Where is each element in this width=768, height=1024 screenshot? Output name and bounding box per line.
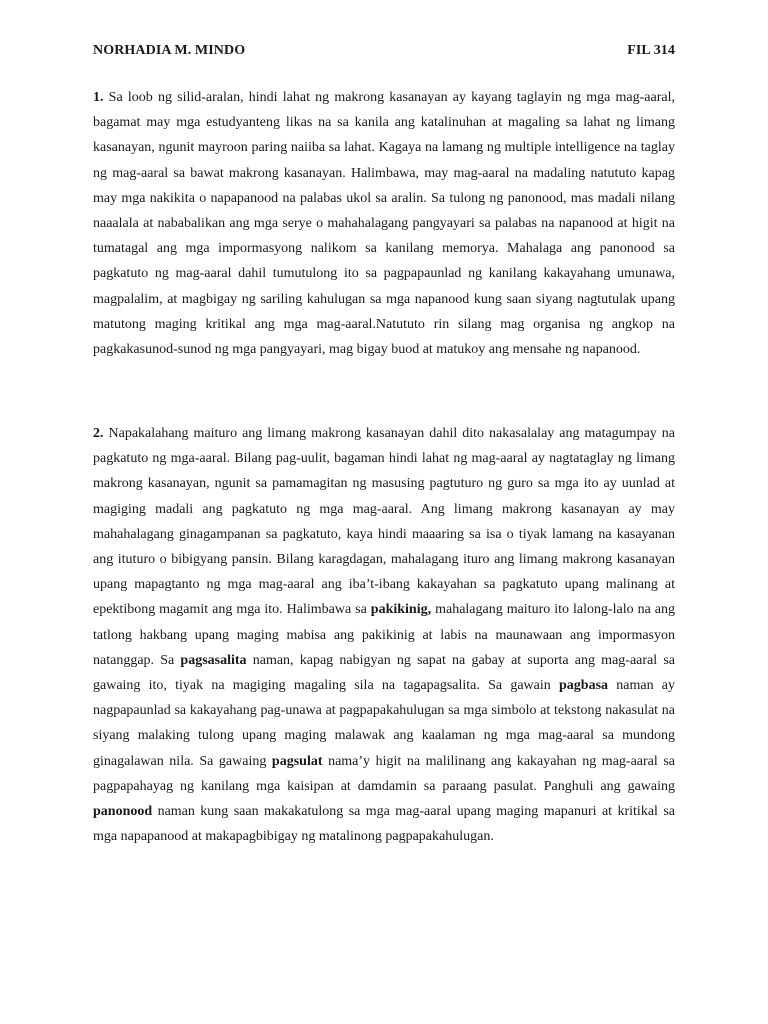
term-panonood: panonood [93, 804, 153, 820]
paragraph-text: naman, kapag nabigyan ng sapat na gabay at suporta ang mag-aaral sa gawaing ito, tiyak na magiging magaling sila na tagapagsalita. Sa gawain [93, 652, 675, 694]
paragraph-text: naman ay nagpapaunlad sa kakayahang pag-unawa at pagpapakahulugan sa mga simbolo at tekstong nakasulat na siyang malaking tulong upang maging malawak ang kaalaman ng mga mag-aaral sa mundong ginagalawan nila. Sa gawaing [93, 678, 676, 769]
term-pagsasalita: pagsasalita [180, 652, 247, 668]
page-header [93, 43, 675, 63]
term-pagbasa: pagbasa [559, 678, 609, 694]
paragraph-number: 2. [93, 426, 104, 441]
paragraph-text: naman kung saan makakatulong sa mga mag-aaral upang maging mapanuri at kritikal sa mga napapanood at makapagbibigay ng matalinong pagpapakahulugan. [93, 804, 675, 845]
paragraph-text: Sa loob ng silid-aralan, hindi lahat ng makrong kasanayan ay kayang taglayin ng mga mag-aaral, bagamat may mga estudyanteng likas na sa kanila ang katalinuhan at magaling sa lahat ng limang kasanayan, ngunit mayroon paring naiiba sa lahat. Kagaya na lamang ng multiple intelligence na taglay ng mag-aaral sa bawat makrong kasanayan. Halimbawa, may mag-aaral na madaling natututo kapag may mga nakikita o napapanood na palabas ukol sa aralin. Sa tulong ng panonood, mas madali nilang naaalala at nababalikan ang mga serye o mahahalagang pangyayari sa palabas na napanood at higit na tumatagal ang mga impormasyong nalikom sa kanilang memorya. Mahalaga ang panonood sa pagkatuto ng mag-aaral dahil tumutulong ito sa pagpapaunlad ng kanilang kakayahang umunawa, magpalalim, at magbigay ng sariling kahulugan sa mga napanood kung saan siyang nagtutulak upang matutong maging kritikal ang mga mag-aaral.Natututo rin silang mag organisa ng angkop na pagkakasunod-sunod ng mga pangyayari, mag bigay buod at matukoy ang mensahe ng napanood. [93, 90, 675, 358]
paragraph-text: Napakalahang maituro ang limang makrong kasanayan dahil dito nakasalalay ang matagumpay na pagkatuto ng mga-aaral. Bilang pag-uulit, bagaman hindi lahat ng mag-aaral ay nagtataglay ng limang makrong kasanayan, ngunit sa pamamagitan ng masusing pagtuturo ng guro sa mga ito ay uunlad at magiging madali ang pagkatuto ng mga mag-aaral. Ang limang makrong kasanayan ay may mahahalagang ginagampanan sa pagkatuto, kaya hindi maaaring sa isa o tiyak lamang na kasayanan ang ituturo o bibigyang pansin. Bilang karagdagan, mahalagang ituro ang limang makrong kasanayan upang mapagtanto ng mga mag-aaral ang iba’t-ibang kakayahan sa pagkatuto upang malinang at epektibong magamit ang mga ito. Halimbawa sa [93, 426, 675, 618]
term-pagsulat: pagsulat [271, 753, 323, 769]
paragraph-text: mahalagang maituro ito lalong-lalo na ang tatlong hakbang upang maging mabisa ang pakikinig at labis na maunawaan ang impormasyon natanggap. Sa [93, 602, 675, 668]
paragraph-2 [93, 421, 675, 849]
term-pakikinig: pakikinig, [370, 602, 432, 618]
paragraph-number: 1. [93, 90, 104, 105]
course-code: FIL 314 [627, 43, 675, 58]
paragraph-text: nama’y higit na malilinang ang kakayahan ng mag-aaral sa pagpapahayag ng kanilang mga kaisipan at damdamin sa paraang pasulat. Panghuli ang gawaing [93, 753, 675, 794]
paragraph-1 [93, 85, 675, 362]
author-name: NORHADIA M. MINDO [93, 43, 246, 58]
